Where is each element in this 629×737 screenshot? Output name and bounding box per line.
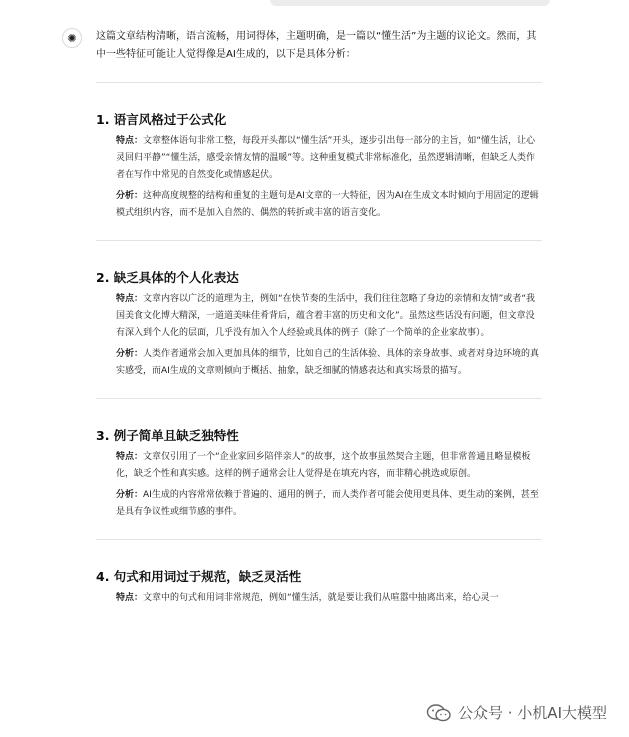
- analysis-text: AI生成的内容常常依赖于普遍的、通用的例子，而人类作者可能会使用更具体、更生动的案例，甚至是具有争议性或细节感的事件。: [116, 490, 539, 517]
- analysis-paragraph: [96, 346, 542, 380]
- feature-label: 特点：: [116, 452, 144, 462]
- divider: [96, 398, 542, 399]
- wechat-icon: [426, 703, 452, 723]
- feature-label: 特点：: [116, 294, 144, 304]
- watermark: [422, 700, 611, 725]
- section-1: [96, 111, 542, 222]
- feature-text: 文章内容以广泛的道理为主，例如“在快节奏的生活中，我们往往忽略了身边的亲情和友情”或者“我国美食文化博大精深，一道道美味佳肴背后，蕴含着丰富的历史和文化”。虽然这些话没有问题，但文章没有深入到个人化的层面，几乎没有加入个人经验或具体的例子（除了一个简单的企业家故事）。: [116, 294, 536, 338]
- section-title: 3. 例子简单且缺乏独特性: [96, 428, 239, 443]
- feature-text: 文章整体语句非常工整，每段开头都以“懂生活”开头，逐步引出每一部分的主旨，如“懂生活，让心灵回归平静”“懂生活，感受亲情友情的温暖”等。这种重复模式非常标准化，虽然逻辑清晰，但缺乏人类作者在写作中常见的自然变化或情感起伏。: [116, 136, 536, 180]
- feature-paragraph: [96, 590, 542, 607]
- analysis-label: 分析：: [116, 490, 144, 500]
- feature-label: 特点：: [116, 593, 144, 603]
- analysis-paragraph: [96, 188, 542, 222]
- analysis-label: 分析：: [116, 349, 144, 359]
- section-title: 1. 语言风格过于公式化: [96, 112, 227, 127]
- section-3: [96, 427, 542, 521]
- divider: [96, 240, 542, 241]
- section-title: 2. 缺乏具体的个人化表达: [96, 270, 239, 285]
- feature-label: 特点：: [116, 136, 144, 146]
- analysis-paragraph: [96, 487, 542, 521]
- assistant-message: [96, 28, 542, 607]
- chatgpt-logo-icon: ✺: [62, 28, 82, 48]
- divider: [96, 82, 542, 83]
- section-title: 4. 句式和用词过于规范，缺乏灵活性: [96, 569, 302, 584]
- section-4: [96, 568, 542, 607]
- feature-text: 文章仅引用了一个“企业家回乡陪伴亲人”的故事，这个故事虽然契合主题，但非常普通且略显模板化，缺乏个性和真实感。这样的例子通常会让人觉得是在填充内容，而非精心挑选或原创。: [116, 452, 531, 479]
- divider: [96, 539, 542, 540]
- feature-paragraph: [96, 291, 542, 342]
- intro-text: 这篇文章结构清晰，语言流畅，用词得体，主题明确，是一篇以“懂生活”为主题的议论文。然而，其中一些特征可能让人觉得像是AI生成的，以下是具体分析：: [96, 31, 537, 60]
- watermark-text: 公众号 · 小机AI大模型: [458, 704, 607, 722]
- analysis-label: 分析：: [116, 191, 144, 201]
- input-bar-edge: [270, 0, 550, 6]
- section-2: [96, 269, 542, 380]
- feature-paragraph: [96, 449, 542, 483]
- feature-paragraph: [96, 133, 542, 184]
- analysis-text: 这种高度规整的结构和重复的主题句是AI文章的一大特征，因为AI在生成文本时倾向于用固定的逻辑模式组织内容，而不是加入自然的、偶然的转折或丰富的语言变化。: [116, 191, 539, 218]
- feature-text: 文章中的句式和用词非常规范，例如“懂生活，就是要让我们从喧嚣中抽离出来，给心灵一: [143, 593, 499, 603]
- analysis-text: 人类作者通常会加入更加具体的细节，比如自己的生活体验、具体的亲身故事、或者对身边环境的真实感受，而AI生成的文章则倾向于概括、抽象，缺乏细腻的情感表达和真实场景的描写。: [116, 349, 540, 376]
